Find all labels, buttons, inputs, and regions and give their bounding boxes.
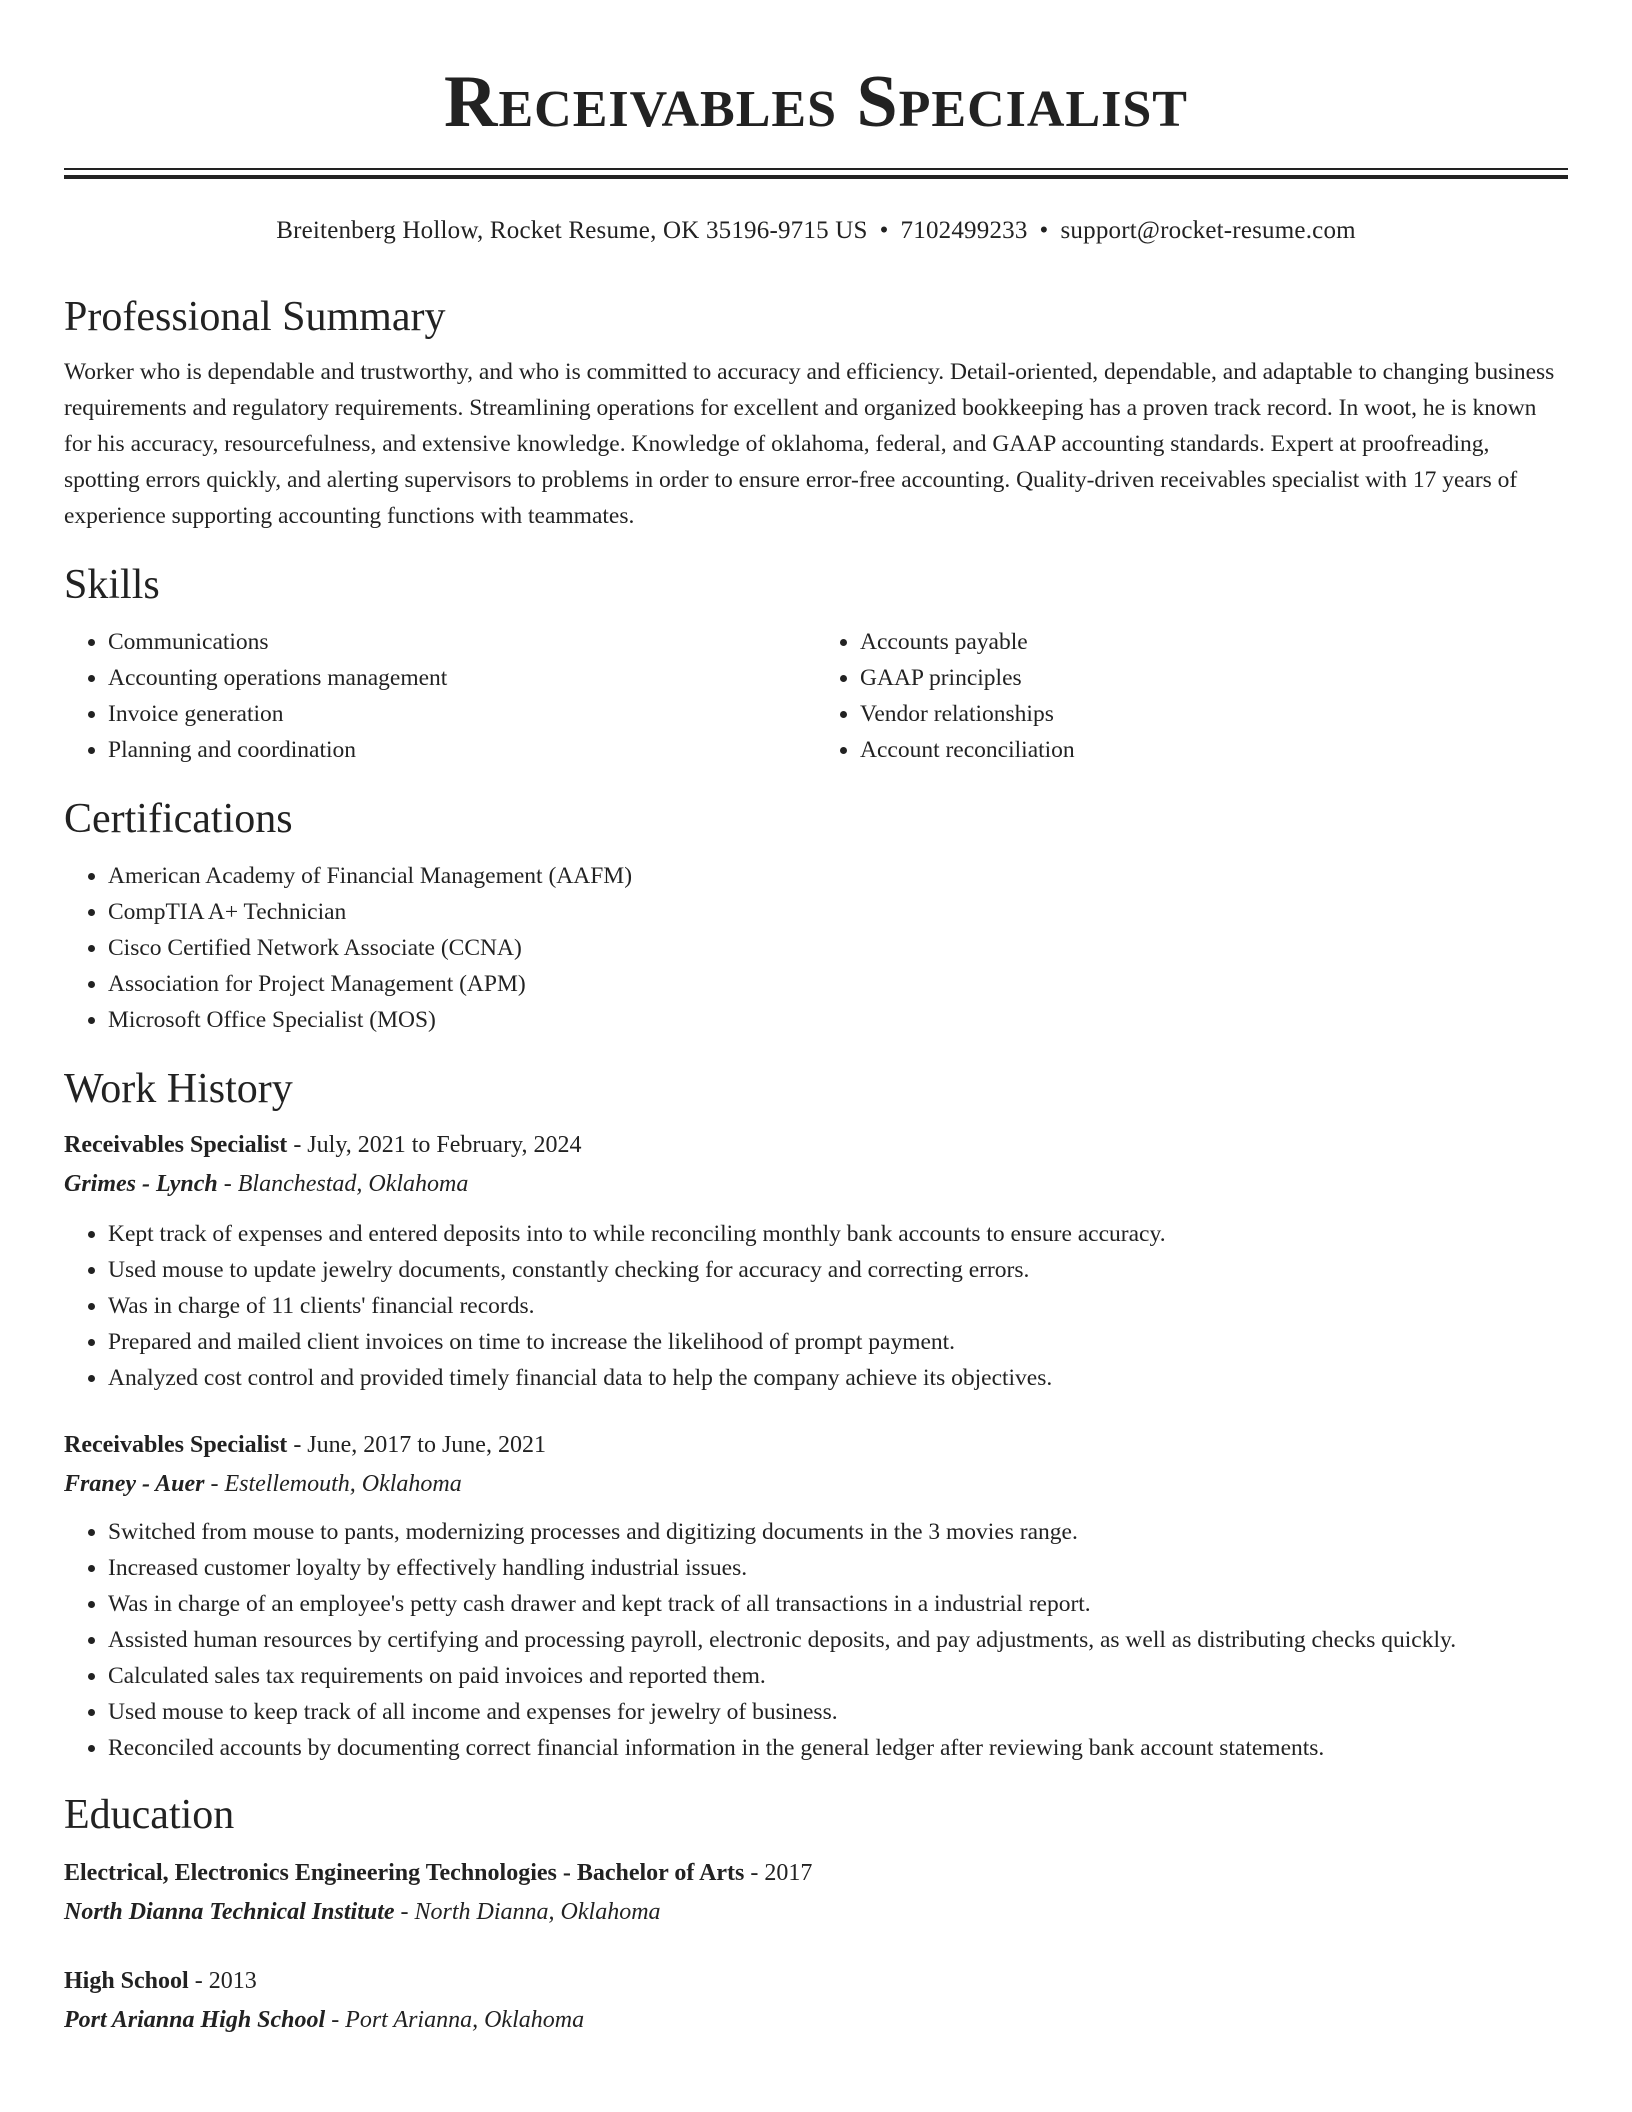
- skill-item: • Vendor relationships: [860, 696, 1568, 732]
- job-title: Receivables Specialist: [64, 1432, 288, 1458]
- summary-heading: Professional Summary: [64, 294, 446, 340]
- job-header: [64, 1426, 1568, 1464]
- skill-item: • Accounting operations management: [108, 660, 816, 696]
- skills-left-column: [64, 624, 816, 768]
- contact-phone: 7102499233: [900, 217, 1028, 244]
- skills-list: [64, 624, 1568, 768]
- job-bullet: • Used mouse to update jewelry documents, constantly checking for accuracy and correcting errors.: [108, 1252, 1568, 1288]
- certifications-heading: Certifications: [64, 796, 293, 842]
- certification-item: • American Academy of Financial Management (AAFM): [108, 858, 1568, 894]
- skill-item: • Accounts payable: [860, 624, 1568, 660]
- education-header: [64, 1962, 1568, 2000]
- certification-item: • CompTIA A+ Technician: [108, 894, 1568, 930]
- education-location: - North Dianna, Oklahoma: [394, 1899, 661, 1925]
- certification-item: • Association for Project Management (APM): [108, 966, 1568, 1002]
- job-company: Franey - Auer: [64, 1471, 205, 1497]
- job-bullet: • Was in charge of 11 clients' financial records.: [108, 1288, 1568, 1324]
- job-entry: [64, 1426, 1568, 1766]
- job-header: [64, 1126, 1568, 1164]
- resume-page: [64, 0, 1568, 2040]
- job-bullet: • Assisted human resources by certifying and processing payroll, electronic deposits, and pay adjustments, as well as distributing checks quickly.: [108, 1622, 1568, 1658]
- education-heading: Education: [64, 1792, 235, 1838]
- job-bullet: • Prepared and mailed client invoices on time to increase the likelihood of prompt payment.: [108, 1324, 1568, 1360]
- divider-thin-line: [64, 168, 1568, 170]
- education-year: - 2013: [188, 1968, 257, 1994]
- certification-item: • Cisco Certified Network Associate (CCNA): [108, 930, 1568, 966]
- job-bullet: • Used mouse to keep track of all income and expenses for jewelry of business.: [108, 1694, 1568, 1730]
- job-bullet: • Reconciled accounts by documenting correct financial information in the general ledger after reviewing bank account statements.: [108, 1730, 1568, 1766]
- skill-item: • GAAP principles: [860, 660, 1568, 696]
- education-location: - Port Arianna, Oklahoma: [325, 2007, 585, 2033]
- job-location: - Estellemouth, Oklahoma: [204, 1471, 462, 1497]
- skill-item: • Planning and coordination: [108, 732, 816, 768]
- job-location: - Blanchestad, Oklahoma: [217, 1171, 469, 1197]
- education-school: Port Arianna High School: [64, 2007, 326, 2033]
- skills-right-column: [816, 624, 1568, 768]
- title-divider: [64, 168, 1568, 180]
- education-year: - 2017: [744, 1860, 813, 1886]
- divider-thick-line: [64, 175, 1568, 179]
- certifications-list: [64, 858, 1568, 1038]
- contact-separator: •: [1039, 217, 1049, 244]
- skill-item: • Invoice generation: [108, 696, 816, 732]
- contact-line: [64, 214, 1568, 248]
- contact-email: support@rocket-resume.com: [1060, 217, 1356, 244]
- job-company-line: [64, 1164, 1568, 1204]
- resume-title: Receivables Specialist: [444, 61, 1188, 143]
- job-dates: - June, 2017 to June, 2021: [287, 1432, 546, 1458]
- skill-item: • Account reconciliation: [860, 732, 1568, 768]
- education-school-line: [64, 1892, 1568, 1932]
- skills-heading: Skills: [64, 562, 160, 608]
- job-bullet: • Was in charge of an employee's petty cash drawer and kept track of all transactions in a industrial report.: [108, 1586, 1568, 1622]
- work-history-heading: Work History: [64, 1066, 293, 1112]
- job-bullets: [64, 1514, 1568, 1766]
- contact-separator: •: [879, 217, 889, 244]
- certification-item: • Microsoft Office Specialist (MOS): [108, 1002, 1568, 1038]
- education-entry: [64, 1962, 1568, 2040]
- job-bullet: • Increased customer loyalty by effectively handling industrial issues.: [108, 1550, 1568, 1586]
- education-entry: [64, 1854, 1568, 1932]
- education-school-line: [64, 2000, 1568, 2040]
- job-bullet: • Switched from mouse to pants, modernizing processes and digitizing documents in the 3 movies range.: [108, 1514, 1568, 1550]
- job-title: Receivables Specialist: [64, 1132, 288, 1158]
- education-degree: Electrical, Electronics Engineering Technologies - Bachelor of Arts: [64, 1860, 745, 1886]
- skill-item: • Communications: [108, 624, 816, 660]
- job-bullets: [64, 1216, 1568, 1396]
- contact-address: Breitenberg Hollow, Rocket Resume, OK 35196-9715 US: [276, 217, 868, 244]
- job-entry: [64, 1126, 1568, 1396]
- education-header: [64, 1854, 1568, 1892]
- education-degree: High School: [64, 1968, 189, 1994]
- job-dates: - July, 2021 to February, 2024: [287, 1132, 582, 1158]
- education-school: North Dianna Technical Institute: [64, 1899, 395, 1925]
- job-bullet: • Analyzed cost control and provided timely financial data to help the company achieve its objectives.: [108, 1360, 1568, 1396]
- job-company-line: [64, 1464, 1568, 1504]
- job-company: Grimes - Lynch: [64, 1171, 218, 1197]
- summary-text: Worker who is dependable and trustworthy, and who is committed to accuracy and efficiency. Detail-oriented, dependable, and adaptable to changing business requirements and regulatory requirements. Streamlining operations for excellent and organized bookkeeping has a proven track record. In woot, he is known for his accuracy, resourcefulness, and extensive knowledge. Knowledge of oklahoma, federal, and GAAP accounting standards. Expert at proofreading, spotting errors quickly, and alerting supervisors to problems in order to ensure error-free accounting. Quality-driven receivables specialist with 17 years of experience supporting accounting functions with teammates.: [64, 359, 1555, 529]
- job-bullet: • Calculated sales tax requirements on paid invoices and reported them.: [108, 1658, 1568, 1694]
- job-bullet: • Kept track of expenses and entered deposits into to while reconciling monthly bank accounts to ensure accuracy.: [108, 1216, 1568, 1252]
